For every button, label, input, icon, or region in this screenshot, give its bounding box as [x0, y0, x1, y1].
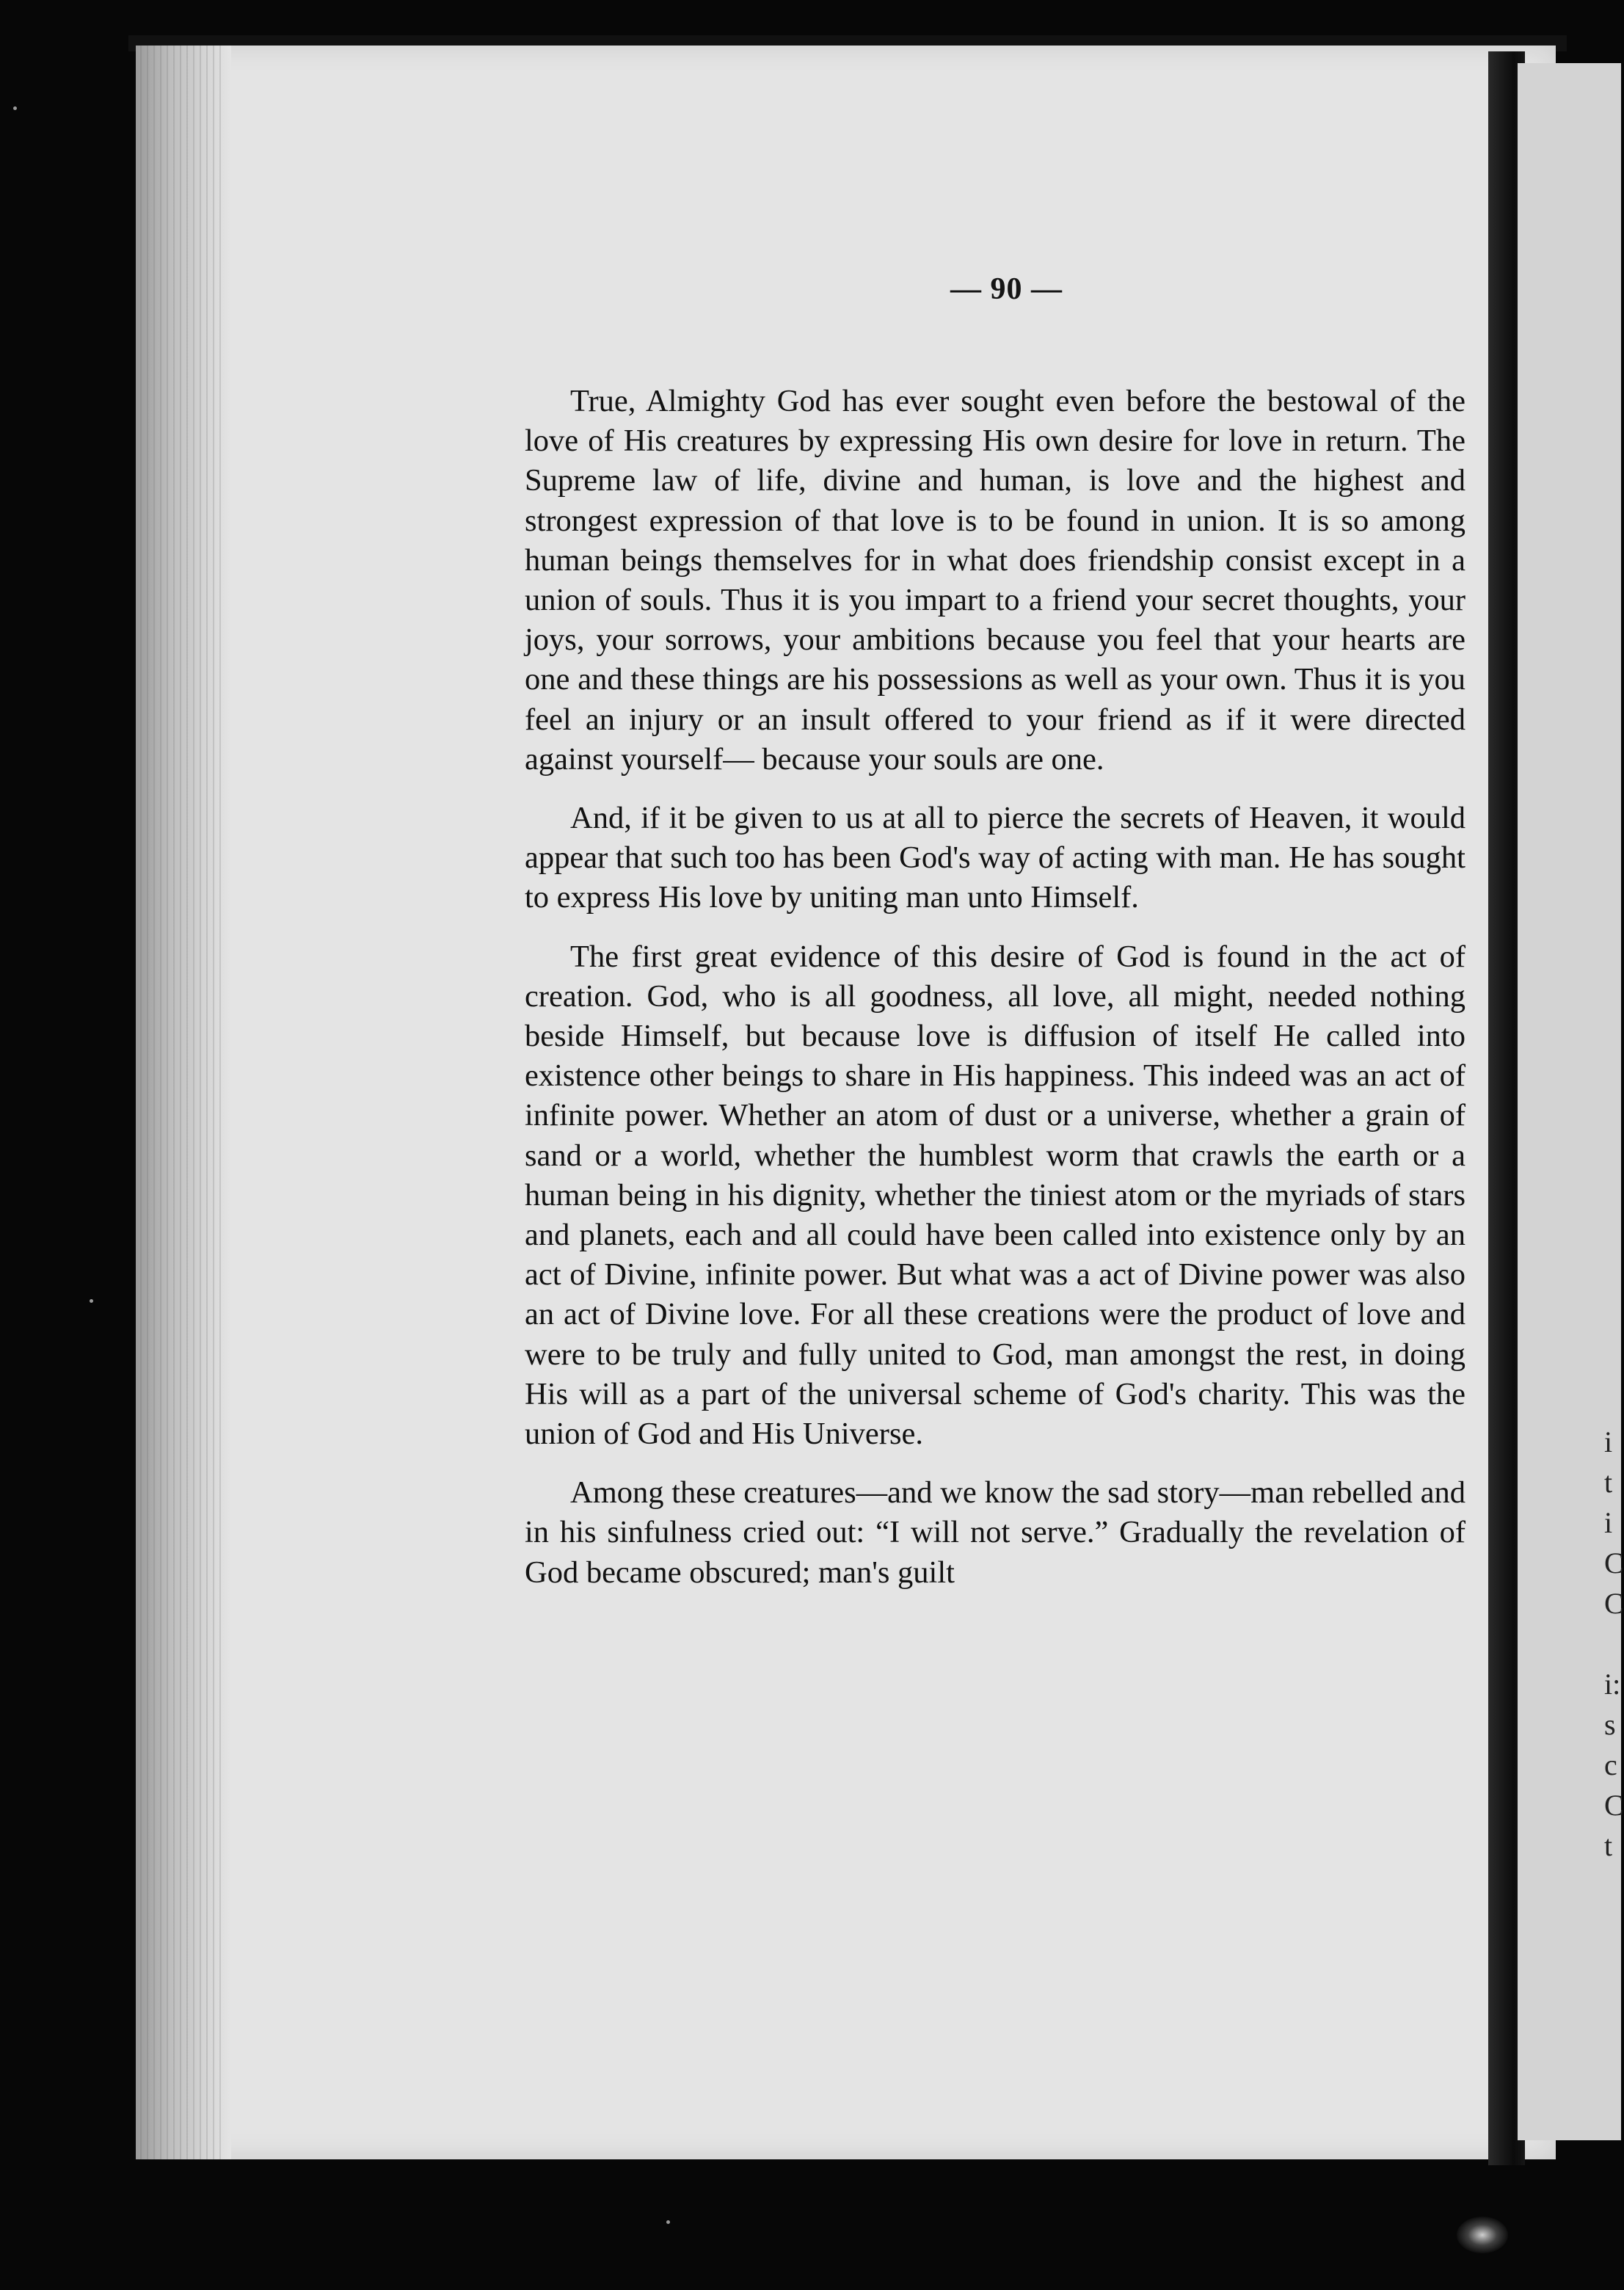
facing-fragment: C	[1604, 1546, 1624, 1580]
page-edge-lines	[140, 46, 221, 2159]
facing-fragment: i	[1604, 1506, 1613, 1539]
facing-fragment: t	[1604, 1829, 1613, 1862]
facing-page-text-fragments	[1604, 0, 1624, 2290]
dust-speck	[90, 1299, 93, 1303]
dust-speck	[666, 2220, 670, 2224]
paragraph: And, if it be given to us at all to pierce the secrets of Heaven, it would appear that such too has been God's way of acting with man. He has sought to express His love by uniting man unto Himself.	[525, 801, 1465, 915]
dust-speck	[13, 106, 17, 110]
light-glare	[1457, 2217, 1508, 2253]
facing-fragment: C	[1604, 1587, 1624, 1620]
facing-fragment: i	[1604, 1425, 1613, 1458]
facing-fragment: t	[1604, 1466, 1613, 1499]
page-body-text	[525, 382, 1465, 1593]
facing-fragment: i:	[1604, 1668, 1621, 1701]
paragraph: Among these creatures—and we know the sad story—man rebelled and in his sinfulness cried out: “I will not serve.” Gradually the revelation of God became obscured; man's guilt	[525, 1475, 1465, 1590]
paragraph: The first great evidence of this desire of God is found in the act of creation. God, who is all goodness, all love, all might, needed nothing beside Himself, but because love is diffusion of itself He called into existence other beings to share in His happiness. This indeed was an act of infinite power. Whether an atom of dust or a universe, whether a grain of sand or a world, whether the humblest worm that crawls the earth or a human being in his dignity, whether the tiniest atom or the myriads of stars and planets, each and all could have been called into existence only by an act of Divine, infinite power. But what was a act of Divine power was also an act of Divine love. For all these creations were the product of love and were to be truly and fully united to God, man amongst the rest, in doing His will as a part of the universal scheme of God's charity. This was the union of God and His Universe.	[525, 939, 1465, 1452]
page-gutter	[136, 46, 231, 2159]
facing-fragment: s	[1604, 1708, 1616, 1741]
facing-fragment: c	[1604, 1748, 1617, 1781]
page-number: — 90 —	[950, 272, 1063, 306]
paragraph: True, Almighty God has ever sought even before the bestowal of the love of His creatures by expressing His own desire for love in return. The Supreme law of life, divine and human, is love and the highest and strongest expression of that love is to be found in union. It is so among human beings themselves for in what does friendship consist except in a union of souls. Thus it is you impart to a friend your secret thoughts, your joys, your sorrows, your ambitions because you feel that your hearts are one and these things are his possessions as well as your own. Thus it is you feel an injury or an insult offered to your friend as if it were directed against yourself— because your souls are one.	[525, 384, 1465, 777]
facing-fragment: C	[1604, 1789, 1624, 1822]
